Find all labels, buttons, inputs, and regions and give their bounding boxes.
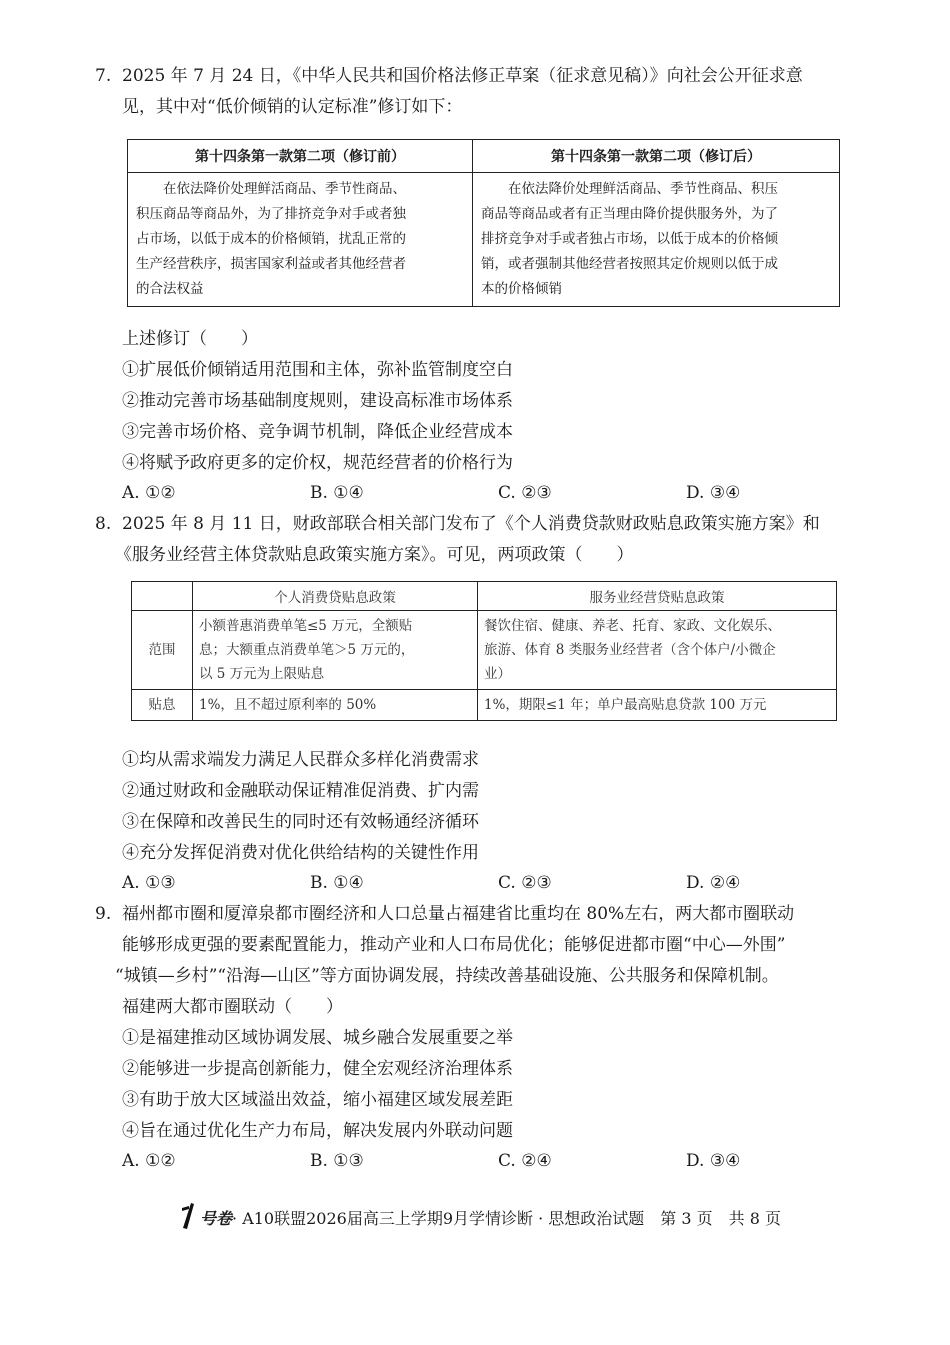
q9-choice-b[interactable]: B. ①③ (310, 1151, 364, 1171)
q7-choice-a[interactable]: A. ①② (122, 483, 176, 503)
q9-stem-line4: 福建两大都市圈联动（ ） (122, 997, 343, 1017)
q7-stem-line2: 见，其中对“低价倾销的认定标准”修订如下： (122, 97, 463, 117)
q7-after-line: 在依法降价处理鲜活商品、季节性商品、积压 (508, 181, 778, 197)
q9-choice-c[interactable]: C. ②④ (498, 1151, 552, 1171)
q8-scope-personal (193, 611, 478, 690)
q8-scope-personal-line: 小额普惠消费单笔≤5 万元，全额贴 (199, 618, 413, 634)
q8-table-head-personal: 个人消费贷贴息政策 (193, 582, 478, 611)
q8-item-3: ③在保障和改善民生的同时还有效畅通经济循环 (122, 812, 479, 832)
q8-scope-service-line: 餐饮住宿、健康、养老、托育、家政、文化娱乐、 (484, 618, 781, 634)
q7-table-after-cell (473, 173, 840, 307)
q8-number: 8. (95, 514, 112, 534)
q7-number: 7. (95, 66, 112, 86)
q8-table-corner (132, 582, 193, 611)
q7-after-line: 商品等商品或者有正当理由降价提供服务外，为了 (481, 206, 778, 222)
q7-after-line: 本的价格倾销 (481, 281, 562, 297)
q8-item-2: ②通过财政和金融联动保证精准促消费、扩内需 (122, 781, 479, 801)
page-footer (180, 1202, 781, 1237)
q7-table-head-before: 第十四条第一款第二项（修订前） (128, 140, 473, 173)
q8-scope-service-line: 业） (484, 666, 511, 682)
q7-choice-d[interactable]: D. ③④ (686, 483, 741, 503)
q9-item-2: ②能够进一步提高创新能力，健全宏观经济治理体系 (122, 1059, 513, 1079)
q8-subsidy-service: 1%，期限≤1 年；单户最高贴息贷款 100 万元 (478, 690, 837, 721)
q7-item-2: ②推动完善市场基础制度规则，建设高标准市场体系 (122, 391, 513, 411)
q8-scope-personal-line: 以 5 万元为上限贴息 (199, 666, 325, 682)
q8-item-4: ④充分发挥促消费对优化供给结构的关键性作用 (122, 843, 479, 863)
q9-choice-a[interactable]: A. ①② (122, 1151, 176, 1171)
q7-table-head-after: 第十四条第一款第二项（修订后） (473, 140, 840, 173)
q9-number: 9. (95, 904, 112, 924)
q8-row-label-subsidy: 贴息 (132, 690, 193, 721)
q7-after-line: 销，或者强制其他经营者按照其定价规则以低于成 (481, 256, 778, 272)
q7-stem-line1: 2025 年 7 月 24 日，《中华人民共和国价格法修正草案（征求意见稿）》向社会公开征求意 (122, 66, 803, 86)
q9-stem-line3: “城镇—乡村”“沿海—山区”等方面协调发展，持续改善基础设施、公共服务和保障机制。 (115, 966, 779, 986)
q8-stem-line1: 2025 年 8 月 11 日，财政部联合相关部门发布了《个人消费贷款财政贴息政策实施方案》和 (122, 514, 820, 534)
q8-choice-c[interactable]: C. ②③ (498, 873, 552, 893)
q9-item-1: ①是福建推动区域协调发展、城乡融合发展重要之举 (122, 1028, 513, 1048)
q8-table (131, 581, 837, 721)
q8-item-1: ①均从需求端发力满足人民群众多样化消费需求 (122, 750, 479, 770)
q8-scope-service (478, 611, 837, 690)
brand-logo-icon (180, 1202, 196, 1237)
q7-item-1: ①扩展低价倾销适用范围和主体，弥补监管制度空白 (122, 360, 513, 380)
q7-before-line: 积压商品等商品外，为了排挤竞争对手或者独 (136, 206, 406, 222)
q7-before-line: 占市场，以低于成本的价格倾销，扰乱正常的 (136, 231, 406, 247)
q8-row-label-scope: 范围 (132, 611, 193, 690)
q9-item-3: ③有助于放大区域溢出效益，缩小福建区域发展差距 (122, 1090, 513, 1110)
footer-brand: 号卷 (200, 1209, 233, 1228)
q8-choice-d[interactable]: D. ②④ (686, 873, 741, 893)
q7-prompt: 上述修订（ ） (122, 329, 258, 349)
q7-choice-b[interactable]: B. ①④ (310, 483, 364, 503)
footer-text: · A10联盟2026届高三上学期9月学情诊断 · 思想政治试题 第 3 页 共 8 页 (232, 1209, 781, 1228)
q8-choice-a[interactable]: A. ①③ (122, 873, 176, 893)
q7-before-line: 生产经营秩序，损害国家利益或者其他经营者 (136, 256, 406, 272)
q7-before-line: 的合法权益 (136, 281, 204, 297)
q8-stem-line2: 《服务业经营主体贷款贴息政策实施方案》。可见，两项政策（ ） (115, 545, 634, 565)
q7-table (127, 139, 840, 307)
q8-choice-b[interactable]: B. ①④ (310, 873, 364, 893)
q9-stem-line2: 能够形成更强的要素配置能力，推动产业和人口布局优化；能够促进都市圈“中心—外围” (122, 935, 786, 955)
q7-before-line: 在依法降价处理鲜活商品、季节性商品、 (163, 181, 406, 197)
q7-choice-c[interactable]: C. ②③ (498, 483, 552, 503)
q7-item-3: ③完善市场价格、竞争调节机制，降低企业经营成本 (122, 422, 513, 442)
q9-item-4: ④旨在通过优化生产力布局，解决发展内外联动问题 (122, 1121, 513, 1141)
q8-scope-service-line: 旅游、体育 8 类服务业经营者（含个体户/小微企 (484, 642, 776, 658)
q9-stem-line1: 福州都市圈和厦漳泉都市圈经济和人口总量占福建省比重均在 80%左右，两大都市圈联动 (122, 904, 795, 924)
q9-choice-d[interactable]: D. ③④ (686, 1151, 741, 1171)
q8-subsidy-personal: 1%，且不超过原利率的 50% (193, 690, 478, 721)
q7-item-4: ④将赋予政府更多的定价权，规范经营者的价格行为 (122, 453, 513, 473)
q8-scope-personal-line: 息；大额重点消费单笔＞5 万元的， (199, 642, 415, 658)
q8-table-head-service: 服务业经营贷贴息政策 (478, 582, 837, 611)
q7-table-before-cell (128, 173, 473, 307)
q7-after-line: 排挤竞争对手或者独占市场，以低于成本的价格倾 (481, 231, 778, 247)
